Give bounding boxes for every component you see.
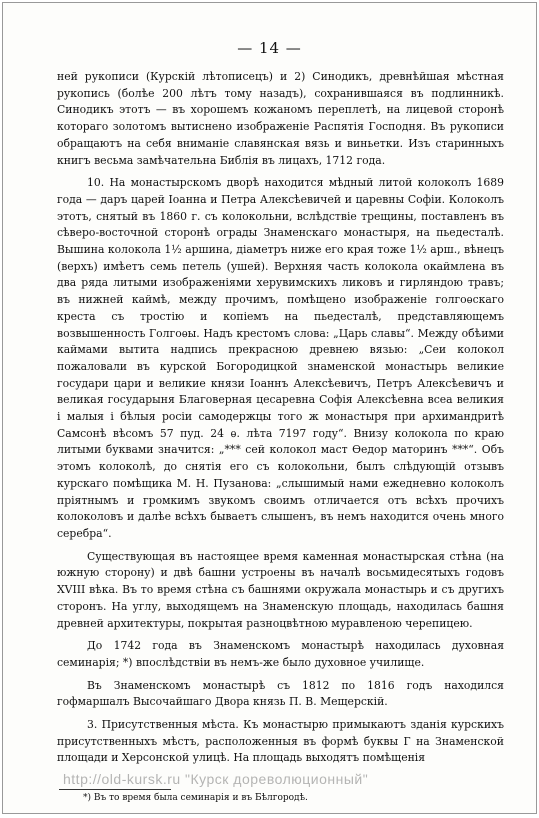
paragraph: Въ Знаменскомъ монастырѣ съ 1812 по 1816 годъ находился гофмаршалъ Высочайшаго Двора князь П. В. Мещерскій.: [57, 678, 504, 709]
watermark-text: http://old-kursk.ru "Курск дореволюционный": [63, 771, 369, 787]
page-number: — 14 —: [237, 39, 302, 57]
paragraph: 10. На монастырскомъ дворѣ находится мѣдный литой колоколъ 1689 года — даръ царей Іоанна и Петра Алексѣевичей и царевны Софіи. Колоколъ этотъ, снятый въ 1860 г. съ колокольни, вслѣдствіе трещины, поставленъ въ сѣверо-восточной сторонѣ ограды Знаменскаго монастыря, на пьедесталѣ. Вышина колокола 1½ аршина, діаметръ ниже его края тоже 1½ арш., вѣнецъ (верхъ) имѣетъ семь петель (ушей). Верхняя часть колокола окаймлена въ два ряда литыми изображеніями херувимскихъ ликовъ и гирляндою травъ; въ нижней каймѣ, между прочимъ, помѣщено изображеніе голгоѳскаго креста съ тростію и копіемъ на пьедесталѣ, представляющемъ возвышенность Голгоѳы. Надъ крестомъ слова: „Царь славы“. Между обѣими каймами вытита надпись прекрасною древнею вязью: „Сеи колокол пожаловали въ курской Богородицкой знаменской монастырь великие государи цари и великие князи Іоаннъ Алексѣевичъ, Петръ Алексѣевичъ и великая государыня Благоверная цесаревна Софія Алексѣевна всеа великия і малыя і бѣлыя росіи самодержцы того ж монастыря при архимандритѣ Самсонѣ вѣсомъ 57 пуд. 24 ѳ. лѣта 7197 году“. Внизу колокола по краю литыми буквами значится: „*** сей колокол маст Ѳедор маторинъ ***“. Объ этомъ колоколѣ, до снятія его съ колокольни, былъ слѣдующій отзывъ курскаго помѣщика М. Н. Пузанова: „слышимый нами ежедневно колоколъ пріятнымъ и громкимъ звукомъ своимъ отличается отъ всѣхъ прочихъ колоколовъ и далѣе всѣхъ бываетъ слышенъ, въ немъ находится очень много серебра“.: [57, 176, 504, 540]
paragraph: До 1742 года въ Знаменскомъ монастырѣ находилась духовная семинарія; *) впослѣдствіи въ немъ-же было духовное училище.: [57, 639, 504, 669]
footnote-divider: [59, 789, 171, 790]
paragraph: ней рукописи (Курскій лѣтописецъ) и 2) Синодикъ, древнѣйшая мѣстная рукопись (болѣе 200 лѣтъ тому назадъ), сохранившаяся въ подлинникѣ. Синодикъ этотъ — въ хорошемъ кожаномъ переплетѣ, на лицевой сторонѣ котораго золотомъ вытиснено изображеніе Распятія Господня. Въ рукописи обращаютъ на себя вниманіе славянская вязь и виньетки. Изъ старинныхъ книгъ весьма замѣчательна Библія въ лицахъ, 1712 года.: [57, 70, 504, 167]
paragraph: Существующая въ настоящее время каменная монастырская стѣна (на южную сторону) и двѣ башни устроены въ началѣ восьмидесятыхъ годовъ XVIII вѣка. Въ то время стѣна съ башнями окружала монастырь и съ другихъ сторонъ. На углу, выходящемъ на Знаменскую площадь, находилась башня древней архитектуры, покрытая разноцвѣтною муравленою черепицею.: [57, 549, 504, 630]
document-body: [57, 69, 504, 767]
paragraph: 3. Присутственныя мѣста. Къ монастырю примыкаютъ зданія курскихъ присутственныхъ мѣстъ, расположенныя въ формѣ буквы Г на Знаменской площади и Херсонской улицѣ. На площадь выходятъ помѣщенія: [57, 718, 504, 765]
footnote: *) Въ то время была семинарія и въ Бѣлгородѣ.: [83, 793, 308, 803]
document-page: [2, 2, 537, 814]
